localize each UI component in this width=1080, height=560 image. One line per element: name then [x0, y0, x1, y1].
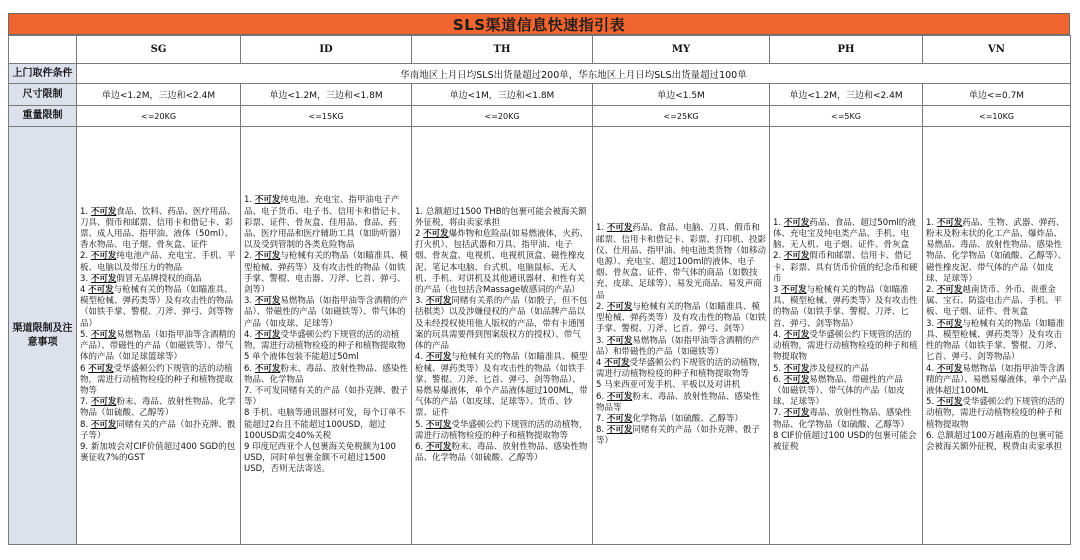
note-number: 9. [80, 441, 91, 452]
note-text: 受华盛顿公约下规管的活的动植物，需进行动植物检疫的种子和植物提取物 [244, 329, 406, 352]
note-number: 4 [596, 357, 605, 368]
note-number: 4. [926, 363, 937, 374]
note-number: 1. [244, 195, 255, 206]
note-text: 药品、食品、电脑、刀具、假币和邮票、信用卡和借记卡、彩票、打印机、投影仪、仕用品、指甲油、纯电池类货物（如移动电源）、充电宝、超过100ml的液体、电子烟、骨灰盒、证件、带气体的商品（如数技充、皮球、足球等）、易发光商品、易发声商品 [596, 223, 767, 301]
note-flag: 不可发 [606, 301, 633, 312]
notes-row [9, 127, 1071, 545]
note-number: 3 [773, 285, 782, 296]
note-text: 涉及侵权的产品 [809, 363, 869, 374]
note-text: 易燃物品（如指甲油等含酒精的产品）、易燃易爆液体，单个产品液体超过100ML [926, 363, 1067, 396]
size-ph: 单边<1.2M，三边和<2.4M [770, 84, 923, 106]
note-flag: 不可发 [254, 195, 281, 206]
note-item [926, 218, 1067, 285]
pickup-row [9, 64, 1071, 84]
note-text: 药品、食品、超过50ml的液体、充电宝及纯电类产品、手机、电脑、无人机、电子烟、证件、骨灰盒 [773, 217, 916, 251]
note-item [596, 425, 766, 447]
note-number: 8 [244, 408, 253, 419]
note-text: 爆炸物和危险品(如易燃液体，火药、打火机）、包括武器和刀具、指甲油、电子烟、骨灰盒、电视机、电视机顶盒、磁性橡皮泥、笔记本电脑、台式机、电脑鼠标、无人机、手机、对讲机及其他通讯器材、和性有关的产品（也包括含Massage敏感词的产品） [415, 229, 588, 296]
note-flag: 不可发 [606, 425, 633, 436]
note-text: 受华盛顿公约下规管的活的动植物，需进行动植物检疫的种子和植物提取物 [773, 329, 918, 363]
note-item [415, 352, 589, 419]
note-text: 药品、生物、武器、弹药、粉末及粉末状的化工产品、爆炸品、易燃品、毒品、放射性物品、感染性物品、化学物品（如硫酸、乙醇等）、磁性橡皮泥、带气体的产品（如皮球、足球等） [926, 217, 1067, 284]
note-item [244, 442, 408, 476]
note-number: 5. [926, 397, 937, 408]
weight-row [9, 106, 1071, 127]
note-item [773, 431, 919, 453]
note-flag: 不可发 [90, 329, 117, 340]
header-th: TH [412, 36, 593, 64]
note-text: 与枪械有关的物品（如瞄准具、模型枪械、弹药类等）及有攻击性的物品（如铁手掌、警棍、刀斧、匕首、弹弓、剑等物品） [773, 285, 918, 329]
note-number: 3. [926, 318, 937, 329]
note-text: 易燃物品、带磁性的产品（如磁铁等）、带气体的产品（如皮球、足球等） [773, 374, 905, 408]
note-item [596, 392, 766, 414]
note-number: 6. [596, 391, 607, 402]
note-item [244, 352, 408, 363]
note-number: 6. [415, 441, 426, 452]
note-text: 越南货币、外币、贵重金属、宝石、防盗电击产品、手机、平板、电子烟、证件、骨灰盒 [926, 285, 1063, 318]
note-item [80, 364, 237, 398]
note-number: 1. [80, 206, 91, 217]
pickup-label: 上门取件条件 [9, 64, 77, 84]
note-item [596, 358, 766, 380]
note-flag: 不可发 [783, 363, 810, 374]
note-number: 6. [244, 363, 255, 374]
note-item [773, 251, 919, 285]
note-text: 与枪械有关的物品（如瞄准具、模型枪械、弹药等）及有攻击性的物品（如铁手掌、警棍、电击器、刀斧、匕首、弹弓、剑等） [244, 251, 408, 296]
note-flag: 不可发 [90, 419, 117, 430]
note-text: 与枪械有关的物品（如瞄准具、模型枪械、弹药类等）及有攻击性的物品（如铁手掌、警棍、刀斧、匕首、弹弓、剑等物品） [926, 318, 1065, 363]
note-text: 与枪械有关的物品（如瞄准具、模型枪械、弹药类等）及有攻击性的物品（如铁手掌、警棍、刀斧、匕首、弹弓、剑等物品）、易燃易爆液体，单个产品液体超过100ML，带气体的产品（如皮球、足球等）、货币、钞票、证件 [415, 352, 588, 419]
note-flag: 不可发 [783, 217, 810, 228]
note-number: 7. [773, 408, 784, 419]
note-item [596, 302, 766, 336]
note-text: 与枪械有关的物品（如瞄准具、模型枪械、弹药类等）及有攻击性的物品（如铁手掌、警棍、刀斧、匕首、弹弓、剑等） [596, 301, 767, 335]
note-number: 5. [415, 419, 426, 430]
note-flag: 不可发 [254, 363, 281, 374]
note-number: 1. [596, 223, 607, 234]
size-vn: 单边<=0.7M [923, 84, 1071, 106]
note-flag: 不可发 [936, 285, 963, 296]
note-number: 2. [244, 251, 255, 262]
note-number: 9 [244, 441, 253, 452]
note-item [80, 330, 237, 364]
weight-vn: <=10KG [923, 106, 1071, 127]
size-label: 尺寸限制 [9, 84, 77, 106]
note-item [773, 364, 919, 375]
note-item [244, 251, 408, 296]
note-item [244, 386, 408, 408]
note-item [926, 285, 1067, 319]
note-flag: 不可发 [936, 363, 963, 374]
note-text: 受华盛顿公约下规管的活的动植物，需进行动植物检疫的种子和植物提取物等 [596, 357, 766, 380]
note-text: 单个液体包装不能超过50ml [252, 352, 359, 363]
note-item [415, 442, 589, 464]
note-text: 马来西亚可发手机、平板以及对讲机 [604, 380, 741, 391]
note-number: 1. [926, 217, 937, 228]
note-item [773, 285, 919, 330]
note-flag: 不可发 [606, 413, 633, 424]
note-flag: 不可发 [606, 223, 633, 234]
note-text: 受华盛顿公约下规管的活的动植物，需进行动植物检疫的种子和植物提取物等 [80, 363, 234, 396]
note-number: 1. [415, 206, 426, 217]
note-text: 同赌有关系的产品（如骰子，但不包括棋类）以及涉嫌侵权的产品（如品牌产品以及未经授权使用他人版权的产品，带有卡通图案的玩具需要得到图案版权方的授权）、带气体的产品 [415, 296, 588, 352]
note-item [415, 207, 589, 229]
note-flag: 不可发 [88, 285, 114, 296]
note-flag: 不可发 [90, 273, 117, 284]
note-text: 受华盛顿公约下规管的活的动植物，需进行动植物检疫的种子和植物提取物 [926, 397, 1065, 430]
note-number: 6 [80, 363, 89, 374]
page-title: SLS渠道信息快速指引表 [452, 15, 626, 34]
note-text: 假币和邮票、信用卡、借记卡、彩票、具有货币价值的纪念币和硬币 [773, 251, 918, 284]
note-item [80, 251, 237, 273]
note-flag: 不可发 [936, 217, 963, 228]
note-item [415, 296, 589, 352]
note-item [244, 408, 408, 442]
size-id: 单边<1.2M，三边和<1.8M [241, 84, 412, 106]
title-bar [8, 13, 1070, 35]
channel-table [8, 35, 1071, 545]
note-number: 2. [773, 251, 784, 262]
note-text: 粉末、毒品、放射性物品、感染性物品等 [596, 391, 760, 413]
note-text: 与枪械有关的物品（如瞄准具、模型枪械、弹药类等）及有攻击性的物品（如铁手掌、警棍、刀斧、弹弓、剑等物品） [80, 285, 234, 329]
note-item [80, 397, 237, 419]
note-number: 3. [244, 296, 255, 307]
notes-id [241, 127, 412, 545]
note-item [415, 229, 589, 296]
note-text: 易燃物品（如指甲油等含酒精的产品）和带磁性的产品（如磁铁等） [596, 335, 760, 357]
note-flag: 不可发 [604, 357, 630, 368]
notes-sg [77, 127, 241, 545]
note-text: 手机、电脑等通讯器材可发，每个订单不能超过2台且不能超过100USD，超过100USD需交40%关税 [244, 408, 406, 441]
note-text: 粉末、毒品、放射性物品、感染性物品、化学物品（如硫酸、乙醇等） [415, 441, 588, 464]
notes-ph [770, 127, 923, 545]
note-item [596, 223, 766, 301]
note-number: 4. [244, 329, 255, 340]
note-flag: 不可发 [425, 352, 452, 363]
note-flag: 不可发 [425, 419, 452, 430]
size-row [9, 84, 1071, 106]
note-item [773, 408, 919, 430]
weight-sg: <=20KG [77, 106, 241, 127]
note-item [80, 274, 237, 285]
note-number: 3. [415, 296, 426, 307]
note-number: 7. [80, 397, 91, 408]
note-text: 印度尼西亚个人包裹海关免税额为100 USD，同时单包裹金额不可超过1500 USD，否则无法寄送。 [244, 441, 396, 475]
note-item [596, 414, 766, 425]
note-flag: 不可发 [90, 397, 117, 408]
note-item [773, 218, 919, 252]
note-item [415, 420, 589, 442]
header-my: MY [593, 36, 770, 64]
notes-th [412, 127, 593, 545]
note-text: 粉末、毒品、放射性物品、化学物品（如硫酸、乙醇等） [80, 397, 236, 419]
note-item [80, 207, 237, 252]
note-number: 2. [80, 251, 91, 262]
pickup-value: 华南地区上月日均SLS出货量超过200单，华东地区上月日均SLS出货量超过100单 [77, 64, 1071, 84]
note-item [926, 364, 1067, 398]
note-flag: 不可发 [425, 441, 452, 452]
note-flag: 不可发 [781, 285, 807, 296]
note-flag: 不可发 [936, 318, 963, 329]
note-text: 总额超过1500 THB的包裹可能会被海关额外征税，将由卖家承担 [415, 206, 587, 228]
note-flag: 不可发 [90, 251, 117, 262]
note-flag: 不可发 [783, 251, 810, 262]
note-text: 毒品、放射性物品、感染性物品、化学物品（如硫酸、乙醇等） [773, 408, 912, 430]
note-flag: 不可发 [783, 329, 810, 340]
note-flag: 不可发 [425, 296, 452, 307]
note-number: 2. [926, 285, 937, 296]
note-number: 8. [80, 419, 91, 430]
note-text: 同赌有关的产品（如扑克牌、骰子等） [596, 425, 760, 447]
note-flag: 不可发 [936, 397, 963, 408]
note-number: 6. [926, 430, 937, 441]
note-item [926, 319, 1067, 364]
note-text: 假冒无品牌授权的商品 [116, 273, 202, 284]
note-number: 5. [773, 363, 784, 374]
note-text: 粉末、毒品、放射性物品、感染性物品、化学物品 [244, 363, 408, 385]
note-flag: 不可发 [606, 335, 633, 346]
note-text: 总额超过100万越南盾的包裹可能会被海关额外征税，税费由卖家承担 [926, 430, 1064, 452]
note-flag: 不可发 [606, 391, 633, 402]
note-flag: 不可发 [254, 296, 281, 307]
note-flag: 不可发 [88, 363, 114, 374]
note-number: 7. [596, 413, 607, 424]
note-text: 纯电池、充电宝、指甲油电子产品、电子货币、电子书、信用卡和借记卡、彩票、证件、骨灰盒、佳用品、食品、药品、医疗用品和医疗辅助工具（如助听器）以及受到管制的各类危险物品 [244, 195, 406, 251]
note-number: 8. [596, 425, 607, 436]
note-item [596, 336, 766, 358]
note-text: 不可发同赌有关的产品（如扑克牌、骰子等） [244, 385, 408, 408]
note-text: CIF价值超过100 USD的包裹可能会被征税 [773, 430, 917, 452]
size-my: 单边<1.5M [593, 84, 770, 106]
note-number: 4. [773, 329, 784, 340]
note-number: 3. [596, 335, 607, 346]
weight-ph: <=5KG [770, 106, 923, 127]
note-item [926, 431, 1067, 453]
header-vn: VN [923, 36, 1071, 64]
note-number: 5 [596, 380, 605, 391]
note-item [244, 195, 408, 251]
note-item [596, 380, 766, 391]
note-item [244, 330, 408, 352]
header-id: ID [241, 36, 412, 64]
note-text: 化学物品（如硫酸、乙醇等） [632, 413, 743, 424]
note-flag: 不可发 [90, 206, 117, 217]
note-item [244, 296, 408, 330]
note-item [773, 330, 919, 364]
header-ph: PH [770, 36, 923, 64]
note-text: 易燃物品（如指甲油等含酒精的产品）、带磁性的产品（如磁铁等）、带气体的产品（如足球篮球等） [80, 329, 236, 363]
header-corner [9, 36, 77, 64]
note-flag: 不可发 [783, 374, 810, 385]
note-number: 4. [415, 352, 426, 363]
note-number: 5 [244, 352, 253, 363]
note-item [80, 285, 237, 330]
weight-id: <=15KG [241, 106, 412, 127]
note-text: 纯电池产品、充电宝、手机、平板、电脑以及带压力的物品 [80, 251, 236, 273]
note-text: 易燃物品（如指甲油等含酒精的产品）、带磁性的产品（如磁铁等）、带气体的产品（如皮球、足球等） [244, 296, 408, 329]
note-text: 食品、饮料、药品、医疗用品、刀具、假币和邮票、信用卡和借记卡、彩票、成人用品、指甲油、液体（50ml）、香水物品、电子烟、骨灰盒、证件 [80, 206, 236, 251]
note-text: 受华盛顿公约下规管的活的动植物，需进行动植物检疫的种子和植物提取物等 [415, 419, 588, 441]
note-flag: 不可发 [783, 408, 810, 419]
note-number: 6. [773, 374, 784, 385]
note-item [773, 375, 919, 409]
note-flag: 不可发 [254, 329, 281, 340]
notes-label: 渠道限制及注意事项 [9, 127, 77, 545]
note-number: 8 [773, 430, 782, 441]
note-item [926, 397, 1067, 431]
note-text: 同赌有关的产品（如扑克牌、骰子等） [80, 419, 236, 441]
note-flag: 不可发 [423, 229, 449, 240]
note-number: 5. [80, 329, 91, 340]
note-number: 2 [415, 229, 424, 240]
note-number: 1. [773, 217, 784, 228]
size-th: 单边<1M，三边和<1.8M [412, 84, 593, 106]
note-flag: 不可发 [254, 251, 281, 262]
note-number: 7. [244, 385, 255, 396]
weight-label: 重量限制 [9, 106, 77, 127]
notes-my [593, 127, 770, 545]
size-sg: 单边<1.2M，三边和<2.4M [77, 84, 241, 106]
header-sg: SG [77, 36, 241, 64]
note-text: 新加坡会对CIF价值超过400 SGD的包裹征收7%的GST [80, 441, 236, 464]
note-number: 2. [596, 301, 607, 312]
weight-my: <=25KG [593, 106, 770, 127]
note-number: 3. [80, 273, 91, 284]
notes-vn [923, 127, 1071, 545]
note-item [244, 364, 408, 386]
note-number: 4 [80, 285, 89, 296]
header-row [9, 36, 1071, 64]
note-item [80, 442, 237, 464]
weight-th: <=20KG [412, 106, 593, 127]
note-item [80, 420, 237, 442]
